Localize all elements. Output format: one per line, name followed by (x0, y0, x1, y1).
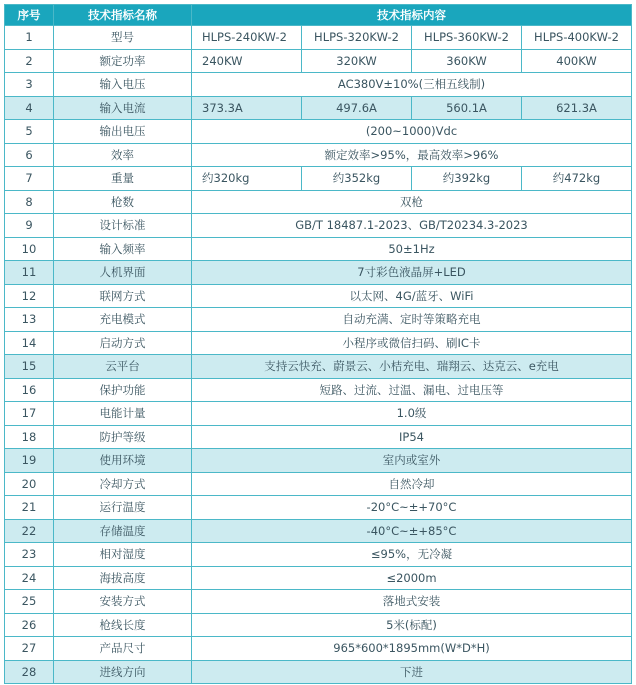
spec-value-model-4: HLPS-400KW-2 (522, 26, 632, 50)
spec-name: 充电模式 (54, 308, 192, 332)
row-number: 11 (4, 261, 54, 285)
spec-name: 保护功能 (54, 379, 192, 403)
table-header (4, 4, 632, 26)
table-row (4, 214, 632, 238)
spec-name: 枪线长度 (54, 614, 192, 638)
table-row (4, 285, 632, 309)
spec-value: 支持云快充、蔚景云、小桔充电、瑞翔云、达克云、e充电 (192, 355, 632, 379)
table-row (4, 261, 632, 285)
spec-name: 使用环境 (54, 449, 192, 473)
table-row (4, 144, 632, 168)
spec-name: 安装方式 (54, 590, 192, 614)
spec-value: 1.0级 (192, 402, 632, 426)
spec-value: 7寸彩色液晶屏+LED (192, 261, 632, 285)
table-row (4, 26, 632, 50)
row-number: 17 (4, 402, 54, 426)
spec-value-model-1: 约320kg (192, 167, 302, 191)
spec-name: 运行温度 (54, 496, 192, 520)
spec-name: 输入电压 (54, 73, 192, 97)
spec-name: 人机界面 (54, 261, 192, 285)
spec-value-model-4: 621.3A (522, 97, 632, 121)
row-number: 15 (4, 355, 54, 379)
spec-value: (200~1000)Vdc (192, 120, 632, 144)
spec-value-model-1: 240KW (192, 50, 302, 74)
spec-name: 重量 (54, 167, 192, 191)
spec-value: ≤2000m (192, 567, 632, 591)
spec-value: GB/T 18487.1-2023、GB/T20234.3-2023 (192, 214, 632, 238)
spec-value: -20°C~±+70°C (192, 496, 632, 520)
table-row (4, 238, 632, 262)
row-number: 16 (4, 379, 54, 403)
row-number: 18 (4, 426, 54, 450)
spec-value-model-2: 497.6A (302, 97, 412, 121)
row-number: 20 (4, 473, 54, 497)
table-row (4, 637, 632, 661)
spec-value: 965*600*1895mm(W*D*H) (192, 637, 632, 661)
spec-table (4, 4, 632, 680)
row-number: 2 (4, 50, 54, 74)
spec-value: 自然冷却 (192, 473, 632, 497)
spec-value: 自动充满、定时等策略充电 (192, 308, 632, 332)
spec-value-model-4: 400KW (522, 50, 632, 74)
spec-name: 电能计量 (54, 402, 192, 426)
spec-value: 小程序或微信扫码、刷IC卡 (192, 332, 632, 356)
spec-name: 进线方向 (54, 661, 192, 685)
table-row (4, 379, 632, 403)
table-row (4, 50, 632, 74)
table-row (4, 661, 632, 685)
spec-name: 冷却方式 (54, 473, 192, 497)
spec-value: 室内或室外 (192, 449, 632, 473)
table-row (4, 332, 632, 356)
spec-name: 输入电流 (54, 97, 192, 121)
row-number: 10 (4, 238, 54, 262)
spec-name: 云平台 (54, 355, 192, 379)
row-number: 7 (4, 167, 54, 191)
spec-value-model-1: HLPS-240KW-2 (192, 26, 302, 50)
row-number: 8 (4, 191, 54, 215)
table-row (4, 73, 632, 97)
spec-name: 产品尺寸 (54, 637, 192, 661)
table-row (4, 308, 632, 332)
row-number: 14 (4, 332, 54, 356)
table-row (4, 496, 632, 520)
row-number: 27 (4, 637, 54, 661)
row-number: 25 (4, 590, 54, 614)
row-number: 3 (4, 73, 54, 97)
spec-value: 短路、过流、过温、漏电、过电压等 (192, 379, 632, 403)
spec-name: 防护等级 (54, 426, 192, 450)
table-row (4, 543, 632, 567)
spec-name: 型号 (54, 26, 192, 50)
spec-name: 相对湿度 (54, 543, 192, 567)
spec-value-model-1: 373.3A (192, 97, 302, 121)
row-number: 9 (4, 214, 54, 238)
row-number: 24 (4, 567, 54, 591)
spec-value: -40°C~±+85°C (192, 520, 632, 544)
table-row (4, 614, 632, 638)
table-row (4, 449, 632, 473)
spec-value-model-2: 约352kg (302, 167, 412, 191)
spec-value: IP54 (192, 426, 632, 450)
row-number: 12 (4, 285, 54, 309)
header-name: 技术指标名称 (54, 4, 192, 26)
table-row (4, 120, 632, 144)
spec-name: 枪数 (54, 191, 192, 215)
spec-value: ≤95%，无冷凝 (192, 543, 632, 567)
row-number: 26 (4, 614, 54, 638)
spec-name: 启动方式 (54, 332, 192, 356)
row-number: 21 (4, 496, 54, 520)
row-number: 5 (4, 120, 54, 144)
table-row (4, 402, 632, 426)
table-row (4, 567, 632, 591)
spec-name: 效率 (54, 144, 192, 168)
table-row (4, 191, 632, 215)
header-no: 序号 (4, 4, 54, 26)
spec-name: 输入频率 (54, 238, 192, 262)
spec-name: 海拔高度 (54, 567, 192, 591)
table-row (4, 97, 632, 121)
table-row (4, 355, 632, 379)
spec-value-model-3: 约392kg (412, 167, 522, 191)
row-number: 6 (4, 144, 54, 168)
spec-name: 联网方式 (54, 285, 192, 309)
row-number: 28 (4, 661, 54, 685)
spec-value-model-3: 360KW (412, 50, 522, 74)
spec-name: 额定功率 (54, 50, 192, 74)
spec-name: 设计标准 (54, 214, 192, 238)
spec-name: 输出电压 (54, 120, 192, 144)
spec-value-model-2: 320KW (302, 50, 412, 74)
row-number: 4 (4, 97, 54, 121)
table-row (4, 590, 632, 614)
spec-value-model-3: 560.1A (412, 97, 522, 121)
spec-value-model-2: HLPS-320KW-2 (302, 26, 412, 50)
table-row (4, 167, 632, 191)
spec-value: 双枪 (192, 191, 632, 215)
spec-value: 以太网、4G/蓝牙、WiFi (192, 285, 632, 309)
table-row (4, 520, 632, 544)
row-number: 22 (4, 520, 54, 544)
spec-value-model-4: 约472kg (522, 167, 632, 191)
spec-value: 50±1Hz (192, 238, 632, 262)
row-number: 13 (4, 308, 54, 332)
header-content: 技术指标内容 (192, 4, 632, 26)
spec-value-model-3: HLPS-360KW-2 (412, 26, 522, 50)
spec-value: 落地式安装 (192, 590, 632, 614)
row-number: 23 (4, 543, 54, 567)
row-number: 19 (4, 449, 54, 473)
spec-value: 额定效率>95%，最高效率>96% (192, 144, 632, 168)
spec-value: AC380V±10%(三相五线制) (192, 73, 632, 97)
table-row (4, 426, 632, 450)
row-number: 1 (4, 26, 54, 50)
spec-name: 存储温度 (54, 520, 192, 544)
table-row (4, 473, 632, 497)
spec-value: 下进 (192, 661, 632, 685)
spec-value: 5米(标配) (192, 614, 632, 638)
